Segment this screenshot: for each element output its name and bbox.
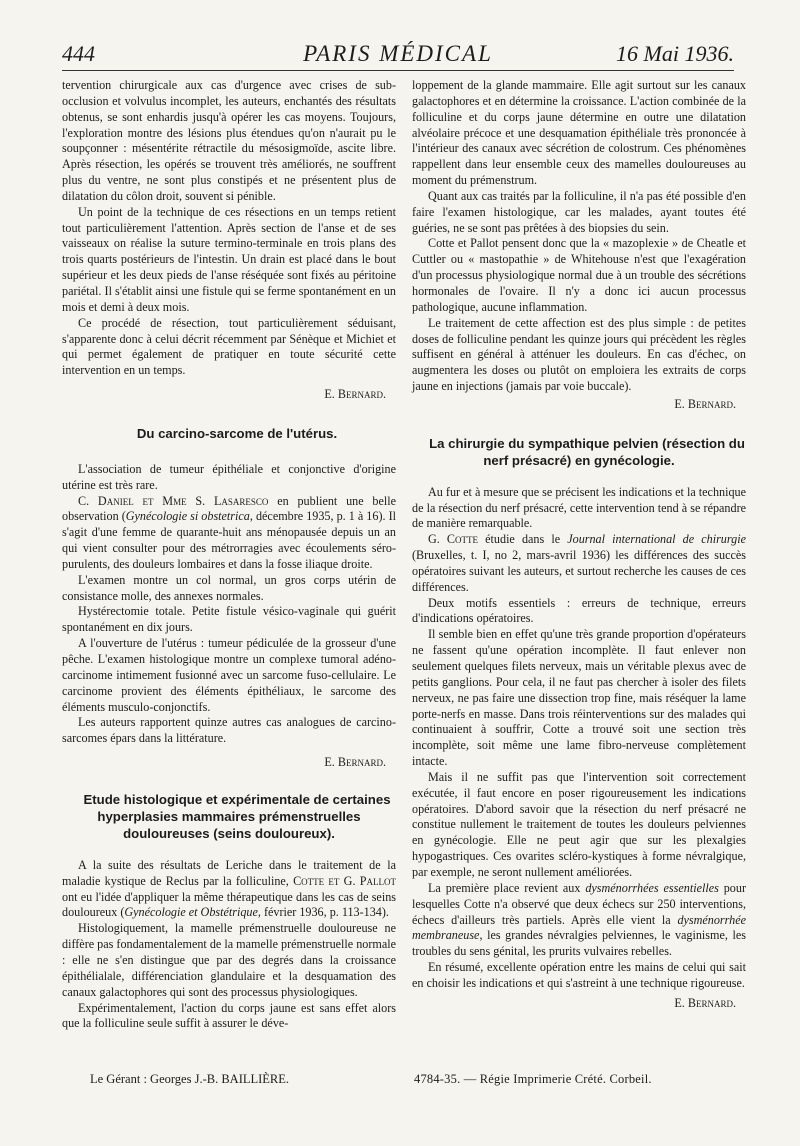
article-heading: Etude histologique et expérimentale de certaines hyperplasies mammaires prémenstruelles douloureuses (seins douloureux). [83, 791, 391, 841]
paragraph: Mais il ne suffit pas que l'intervention soit correctement exécutée, il faut encore en poser rigoureusement les indications opératoires. D'abord savoir que la résection du nerf présacré ne constitue nullement le traitement de toutes les douleurs pelviennes en gynécologie. Elle ne peut agir que sur les plexalgies hypogastriques. Ces ovarites scléro-kystiques à forme névralgique, par exemple, ne seront nullement améliorées. [412, 769, 746, 879]
emphasis: dysménorrhée membraneuse [412, 912, 746, 943]
paragraph: L'examen montre un col normal, un gros corps utérin de consistance molle, des annexes normales. [62, 572, 396, 603]
article-heading: Du carcino-sarcome de l'utérus. [136, 425, 338, 441]
author-names: Cotte et G. Pallot [293, 873, 396, 888]
author-names: C. Daniel et Mme S. Lasaresco [78, 493, 269, 508]
paragraph [62, 858, 396, 921]
paragraph: Hystérectomie totale. Petite fistule vésico-vaginale qui guérit spontanément en dix jours. [62, 604, 396, 635]
paragraph: tervention chirurgicale aux cas d'urgence avec crises de sub-occlusion et volvulus incomplet, les auteurs, enchantés des résultats obtenus, se sont enhardis jusqu'à opérer les cas moyens. Toujours, l'exploration montre des lésions plus étendues qu'on n'aurait pu le soupçonner : mésentérite rétractile du mésosigmoïde, ascite libre. Après résection, les opérés se trouvent très améliorés, ne souffrent plus du ventre, ne sont plus constipés et ne présentent plus de dilatation du côlon droit, souvent si pénible. [62, 78, 396, 203]
article-heading: La chirurgie du sympathique pelvien (résection du nerf présacré) en gynécologie. [429, 435, 745, 468]
text-run: La première place revient aux [428, 880, 586, 895]
paragraph: Au fur et à mesure que se précisent les indications et la technique de la résection du nerf présacré, cette intervention tend à se répandre de manière remarquable. [412, 484, 746, 531]
issue-date: 16 Mai 1936. [616, 41, 734, 66]
right-column [412, 78, 746, 1012]
left-column [62, 78, 396, 1032]
author-signature: E. Bernard. [324, 387, 386, 402]
author-signature: E. Bernard. [674, 396, 736, 411]
text-run: , décembre 1935, p. 1 à 16). Il s'agit d'une femme de quarante-huit ans ménopausée depuis un an qui vient consulter pour des métrorragies avec écoulements séro-purulents, des douleurs lombaires et dans la fosse iliaque droite. [62, 509, 396, 571]
page-header [62, 40, 734, 71]
footer-printer: 4784-35. — Régie Imprimerie Crété. Corbeil. [414, 1072, 652, 1086]
text-run: en publient une belle observation ( [62, 493, 397, 524]
paragraph: loppement de la glande mammaire. Elle agit surtout sur les canaux galactophores et en détermine la croissance. L'action combinée de la folliculine et du corps jaune détermine en outre une dilatation alvéolaire précoce et une desquamation épithéliale très prononcée à l'intérieur des canaux avec sécrétion de colostrum. Ces phénomènes rappellent dans leur ensemble ceux des mamelles douloureuses au moment du prémenstrum. [412, 78, 746, 188]
paragraph [412, 881, 746, 960]
paragraph [412, 532, 746, 595]
paragraph: Expérimentalement, l'action du corps jaune est sans effet alors que la folliculine seule suffit à assurer le déve- [62, 1000, 396, 1031]
journal-citation: Gynécologie et Obstétrique [124, 905, 258, 920]
paragraph: Cotte et Pallot pensent donc que la « mazoplexie » de Cheatle et Cuttler ou « mastopathie » de Whitehouse n'est que l'exagération d'un processus physiologique normal due à un trouble des sécrétions hormonales de l'ovaire. Il n'y a donc ici aucun processus pathologique, aucune inflammation. [412, 236, 746, 314]
text-run: ont eu l'idée d'appliquer la même thérapeutique dans les cas de seins douloureux ( [62, 889, 396, 920]
paragraph: Quant aux cas traités par la folliculine, il n'a pas été possible d'en faire l'examen histologique, car les malades, ayant toutes été guéries, ne se sont pas prêtées à des biopsies du sein. [412, 188, 746, 235]
author-names: G. Cotte [428, 532, 479, 547]
paragraph [62, 494, 396, 573]
paragraph: En résumé, excellente opération entre les mains de celui qui sait en choisir les indications et qui s'astreint à une technique rigoureuse. [412, 960, 746, 990]
paragraph: A l'ouverture de l'utérus : tumeur pédiculée de la grosseur d'une pêche. L'examen histologique montre un complexe tumoral adéno-carcinome intimement fusionné avec un sarcome fuso-cellulaire. Le carcinome provient des éléments épithéliaux, le sarcome des éléments musculo-conjonctifs. [62, 636, 396, 714]
text-run: étudie dans le [478, 532, 568, 547]
paragraph: Le traitement de cette affection est des plus simple : de petites doses de folliculine pendant les quinze jours qui précèdent les règles suffisent en général à atténuer les douleurs. En cas d'échec, on augmentera les doses ou plutôt on emploiera les extraits de corps jaune en injections (jamais par voie buccale). [412, 315, 746, 394]
paragraph: Ce procédé de résection, tout particulièrement séduisant, s'apparente donc à celui décrit récemment par Sénèque et Michiet et qui permet également de pratiquer en toute sécurité cette intervention en un temps. [62, 315, 396, 378]
paragraph: Histologiquement, la mamelle prémenstruelle douloureuse ne diffère pas fondamentalement de la mamelle prémenstruelle normale : elle ne s'en distingue que par des degrés dans la croissance épithélialale, différenciation glandulaire et la desquamation des canaux galactophores qui sont des processus physiologiques. [62, 921, 396, 999]
text-run: A la suite des résultats de Leriche dans le traitement de la maladie kystique de Reclus par la folliculine, [62, 857, 396, 888]
journal-citation: Gynécologie si obstetrica [125, 509, 250, 524]
footer-manager: Le Gérant : Georges J.-B. BAILLIÈRE. [90, 1072, 290, 1086]
paragraph: Un point de la technique de ces résections en un temps retient tout particulièrement l'attention. Après section de l'anse et de ses vaisseaux on réalise la suture termino-terminale en trois plans des trois quarts postérieurs de l'intestin. Un drain est placé dans le bout supérieur et les deux pieds de l'anse réséquée sont fixés au péritoine pariétal. Il s'établit ainsi une fistule qui se ferme spontanément en un mois et demi à deux mois. [62, 204, 396, 314]
text-run: , les grandes névralgies pelviennes, le vaginisme, les troubles du sens génital, les prurits vulvaires rebelles. [412, 928, 746, 959]
paragraph: Il semble bien en effet qu'une très grande proportion d'opérateurs ne fassent qu'une opération incomplète. Il faut enlever non seulement quelques filets nerveux, mais un véritable plexus avec de petits ganglions. Pour cela, il ne faut pas chercher à isoler des filets nerveux, ne pas faire une dissection trop fine, mais réséquer la lame porte-nerfs en masse. Dans trois réinterventions sur des malades qui continuaient à souffrir, Cotte a trouvé soit une section très incomplète, soit même une lame fibro-nerveuse complètement intacte. [412, 627, 746, 769]
paragraph: Les auteurs rapportent quinze autres cas analogues de carcino-sarcomes épars dans la littérature. [62, 715, 396, 746]
paragraph: L'association de tumeur épithéliale et conjonctive d'origine utérine est très rare. [62, 461, 396, 492]
page-number: 444 [62, 41, 95, 66]
author-signature: E. Bernard. [324, 755, 386, 770]
journal-title: PARIS MÉDICAL [303, 41, 493, 66]
text-run: (Bruxelles, t. I, no 2, mars-avril 1936) les différences des succès opératoires suivant les auteurs, et surtout recherche les causes de ces différences. [412, 548, 746, 594]
text-run: pour lesquelles Cotte n'a observé que deux échecs sur 250 interventions, échecs d'ailleurs très partiels. Après elle vient la [412, 880, 746, 927]
text-run: , février 1936, p. 113-134). [257, 905, 389, 920]
emphasis: dysménorrhées essentielles [585, 880, 719, 895]
paragraph: Deux motifs essentiels : erreurs de technique, erreurs d'indications opératoires. [412, 595, 746, 626]
author-signature: E. Bernard. [674, 995, 736, 1010]
journal-citation: Journal international de chirurgie [567, 532, 746, 547]
